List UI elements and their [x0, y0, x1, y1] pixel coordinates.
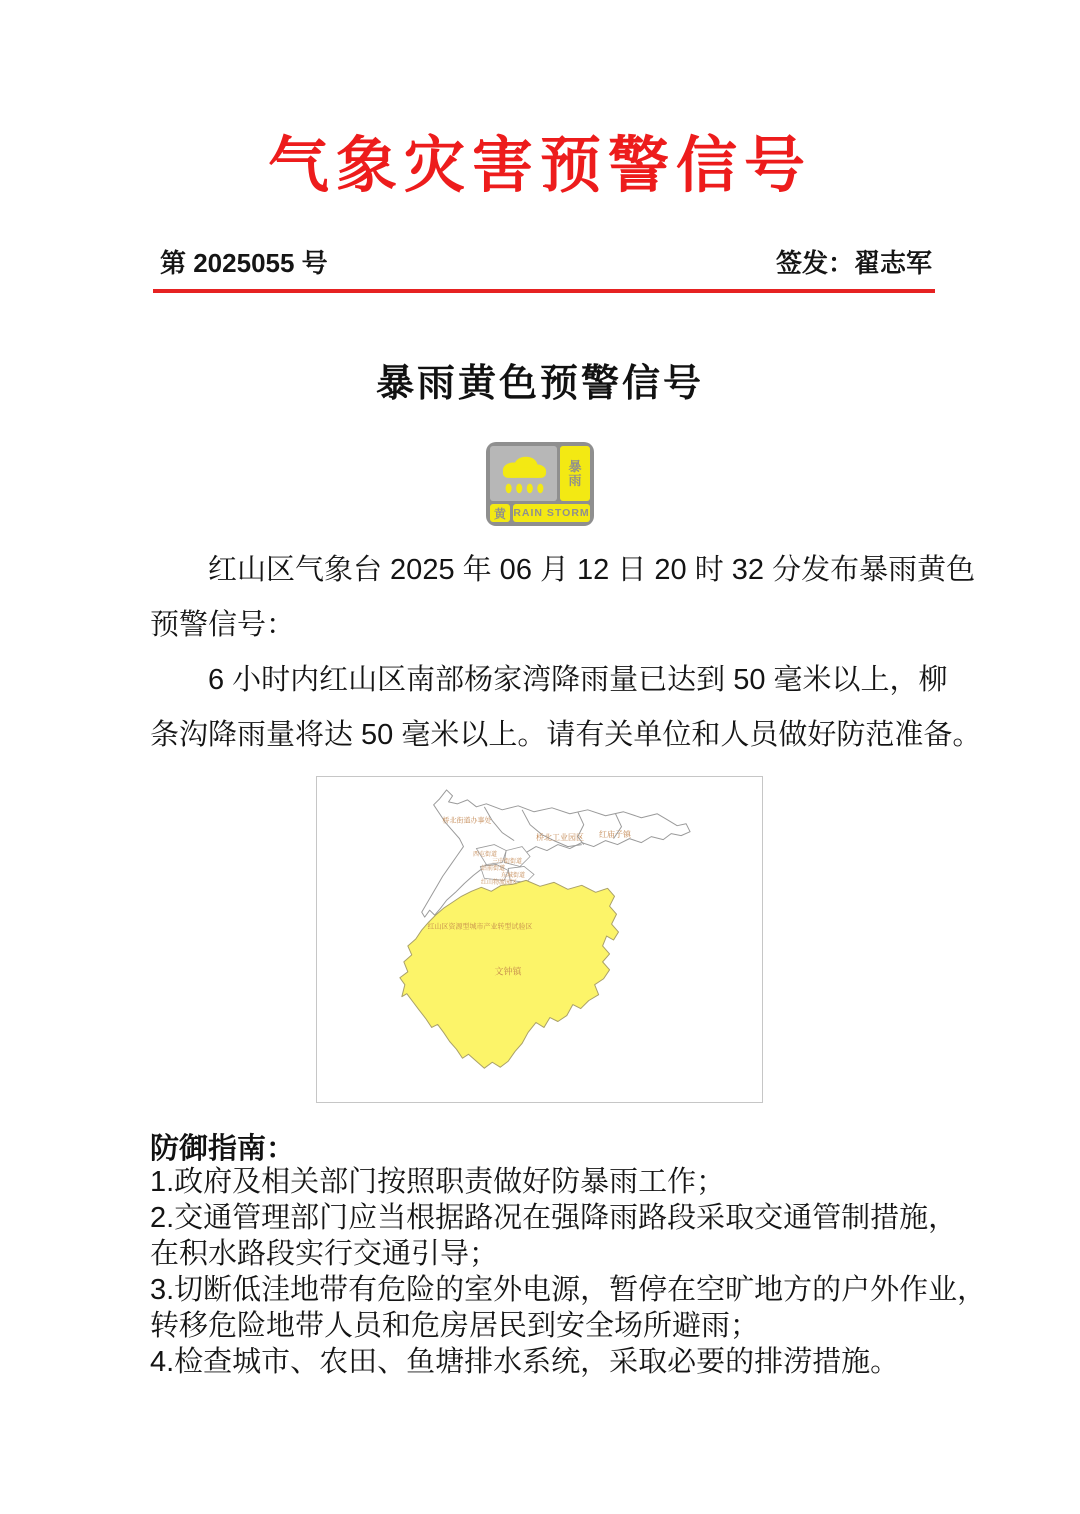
icon-type-panel [560, 446, 590, 501]
map-area-label: 桥北街道办事处 [442, 817, 492, 825]
district-map [316, 776, 763, 1103]
guideline-item: 在积水路段实行交通引导； [150, 1238, 499, 1270]
guideline-item: 1.政府及相关部门按照职责做好防暴雨工作； [150, 1166, 726, 1198]
document-number: 第 2025055 号 [160, 248, 328, 278]
guideline-item: 2.交通管理部门应当根据路况在强降雨路段采取交通管制措施， [150, 1202, 958, 1234]
map-area-label: 东城街道 [500, 873, 526, 879]
signer: 签发：翟志军 [775, 248, 932, 278]
district-map-graphic [317, 777, 762, 1102]
map-area-label: 三中街街道 [491, 859, 523, 865]
guideline-item: 转移危险地带人员和危房居民到安全场所避雨； [150, 1310, 760, 1342]
icon-english-label: RAIN STORM [513, 504, 590, 522]
map-area-label: 红山物流园区 [480, 880, 518, 886]
rain-cloud-icon [490, 446, 557, 501]
red-divider-rule [153, 289, 935, 293]
icon-level-label: 黄 [490, 504, 510, 522]
guidelines-list [150, 1164, 987, 1380]
map-area-label: 红庙子镇 [599, 830, 631, 839]
document-title: 气象灾害预警信号 [267, 131, 812, 199]
map-area-label: 西屯街道 [472, 852, 498, 858]
map-area-label: 红山区资源型城市产业转型试验区 [427, 923, 533, 931]
map-area-label: 桥北工业园区 [536, 833, 584, 842]
warning-subtitle: 暴雨黄色预警信号 [375, 363, 704, 405]
body-line: 条沟降雨量将达 50 毫米以上。请有关单位和人员做好防范准备。 [150, 719, 982, 751]
body-line: 预警信号： [150, 609, 296, 641]
guidelines-heading: 防御指南： [150, 1133, 296, 1165]
warning-body-text [150, 543, 982, 763]
guideline-item: 4.检查城市、农田、鱼塘排水系统，采取必要的排涝措施。 [150, 1346, 900, 1378]
rainstorm-yellow-warning-icon [486, 442, 594, 526]
map-area-label: 站前街道 [480, 866, 506, 872]
map-area-label: 文钟镇 [494, 966, 522, 977]
guideline-item: 3.切断低洼地带有危险的室外电源，暂停在空旷地方的户外作业， [150, 1274, 987, 1306]
icon-type-label: 暴雨 [568, 458, 582, 488]
body-line: 6 小时内红山区南部杨家湾降雨量已达到 50 毫米以上，柳 [208, 664, 948, 696]
body-line: 红山区气象台 2025 年 06 月 12 日 20 时 32 分发布暴雨黄色 [208, 554, 976, 586]
document-meta-row [160, 243, 932, 280]
